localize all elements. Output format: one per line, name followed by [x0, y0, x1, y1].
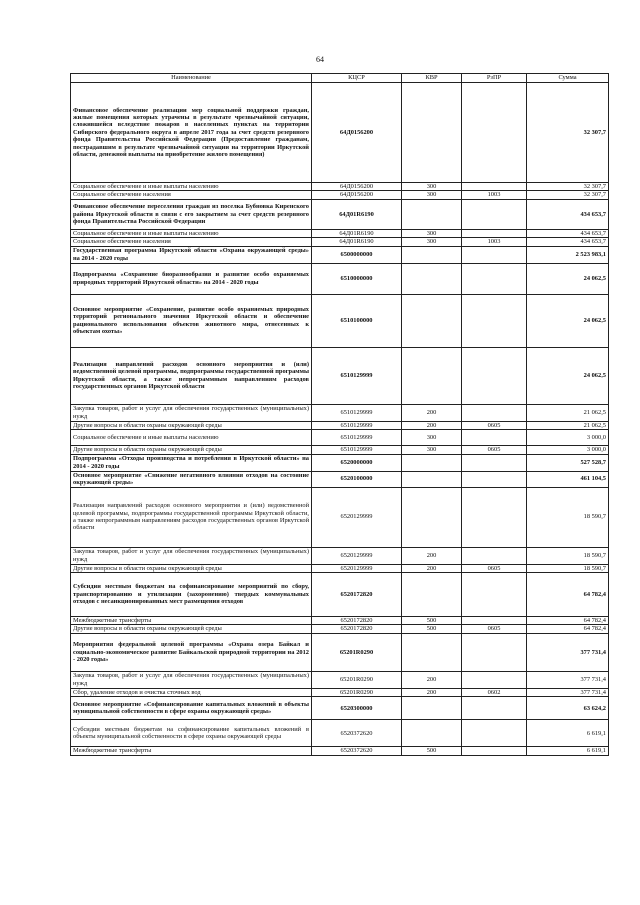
- cell-kvr: 300: [402, 238, 462, 246]
- table-row: [71, 454, 609, 471]
- cell-sum: 18 590,7: [527, 487, 609, 547]
- cell-sum: 2 523 983,1: [527, 246, 609, 263]
- cell-kvr: 200: [402, 547, 462, 564]
- cell-kvr: [402, 294, 462, 347]
- cell-rzpr: [462, 294, 527, 347]
- cell-kcsr: 64Д01R6190: [312, 199, 402, 229]
- cell-kcsr: 6500000000: [312, 246, 402, 263]
- header-kvr: КВР: [402, 74, 462, 83]
- table-row: [71, 697, 609, 720]
- cell-kvr: 300: [402, 183, 462, 191]
- table-row: [71, 471, 609, 487]
- cell-kvr: 200: [402, 564, 462, 572]
- table-row: [71, 688, 609, 696]
- cell-sum: 32 307,7: [527, 83, 609, 183]
- cell-kcsr: 6510129999: [312, 446, 402, 454]
- table-row: [71, 720, 609, 747]
- cell-name: Основное мероприятие «Снижение негативного влияния отходов на состояние окружающей среды»: [71, 471, 312, 487]
- cell-name: Социальное обеспечение и иные выплаты населению: [71, 183, 312, 191]
- cell-name: Мероприятия федеральной целевой программы «Охрана озера Байкал и социально-экономическое развитие Байкальской природной территории на 2012 - 2020 годы»: [71, 633, 312, 671]
- cell-name: Закупка товаров, работ и услуг для обеспечения государственных (муниципальных) нужд: [71, 547, 312, 564]
- cell-kvr: [402, 454, 462, 471]
- cell-name: Финансовое обеспечение реализации мер социальной поддержки граждан, жилые помещения которых утрачены в результате чрезвычайной ситуации, сложившейся вследствие пожаров в населенных пунктах на территории Сибирского федерального округа в апреле 2017 года за счет средств резервного фонда Правительства Российской Федерации (Предоставление гражданам, пострадавшим в результате чрезвычайной ситуации на территории Иркутской области, денежной выплаты на приобретение жилого помещения): [71, 83, 312, 183]
- cell-name: Основное мероприятие «Софинансирование капитальных вложений в объекты муниципальной собственности в сфере охраны окружающей среды»: [71, 697, 312, 720]
- cell-sum: 434 653,7: [527, 229, 609, 237]
- cell-sum: 24 062,5: [527, 294, 609, 347]
- cell-kvr: [402, 199, 462, 229]
- header-name: Наименование: [71, 74, 312, 83]
- cell-kvr: 300: [402, 430, 462, 446]
- cell-rzpr: 0605: [462, 446, 527, 454]
- cell-rzpr: 0605: [462, 625, 527, 633]
- cell-kvr: 200: [402, 671, 462, 688]
- cell-kvr: 500: [402, 747, 462, 755]
- cell-rzpr: 0602: [462, 688, 527, 696]
- cell-rzpr: [462, 246, 527, 263]
- cell-name: Подпрограмма «Отходы производства и потребления в Иркутской области» на 2014 - 2020 годы: [71, 454, 312, 471]
- cell-kvr: 200: [402, 404, 462, 421]
- cell-kvr: 200: [402, 421, 462, 429]
- cell-rzpr: [462, 616, 527, 624]
- cell-rzpr: [462, 697, 527, 720]
- table-row: [71, 347, 609, 404]
- cell-kcsr: 6520172820: [312, 616, 402, 624]
- table-row: [71, 246, 609, 263]
- cell-kvr: [402, 720, 462, 747]
- cell-name: Социальное обеспечение и иные выплаты населению: [71, 430, 312, 446]
- cell-sum: 3 000,0: [527, 430, 609, 446]
- cell-sum: 64 782,4: [527, 625, 609, 633]
- cell-sum: 32 307,7: [527, 191, 609, 199]
- cell-kvr: [402, 83, 462, 183]
- cell-rzpr: 1003: [462, 238, 527, 246]
- cell-rzpr: [462, 633, 527, 671]
- cell-name: Государственная программа Иркутской области «Охрана окружающей среды» на 2014 - 2020 годы: [71, 246, 312, 263]
- cell-kvr: [402, 572, 462, 616]
- cell-sum: 18 590,7: [527, 564, 609, 572]
- cell-rzpr: [462, 471, 527, 487]
- table-row: [71, 183, 609, 191]
- cell-rzpr: [462, 404, 527, 421]
- cell-kcsr: 6520300000: [312, 697, 402, 720]
- table-row: [71, 572, 609, 616]
- table-row: [71, 294, 609, 347]
- cell-kcsr: 64Д0156200: [312, 83, 402, 183]
- cell-kcsr: 6520172820: [312, 572, 402, 616]
- cell-kcsr: 65201R0290: [312, 688, 402, 696]
- cell-rzpr: [462, 199, 527, 229]
- cell-kvr: [402, 263, 462, 294]
- cell-kcsr: 6520372620: [312, 747, 402, 755]
- table-row: [71, 238, 609, 246]
- cell-kcsr: 6510129999: [312, 347, 402, 404]
- cell-sum: 461 104,5: [527, 471, 609, 487]
- cell-name: Субсидии местным бюджетам на софинансирование капитальных вложений в объекты муниципальной собственности в сфере охраны окружающей среды: [71, 720, 312, 747]
- cell-rzpr: [462, 487, 527, 547]
- cell-kcsr: 64Д0156200: [312, 191, 402, 199]
- table-row: [71, 191, 609, 199]
- cell-rzpr: [462, 720, 527, 747]
- cell-kcsr: 6520000000: [312, 454, 402, 471]
- cell-sum: 24 062,5: [527, 263, 609, 294]
- cell-rzpr: [462, 347, 527, 404]
- cell-name: Подпрограмма «Сохранение биоразнообразия и развитие особо охраняемых природных территорий Иркутской области» на 2014 - 2020 годы: [71, 263, 312, 294]
- cell-name: Закупка товаров, работ и услуг для обеспечения государственных (муниципальных) нужд: [71, 404, 312, 421]
- header-rzpr: РзПР: [462, 74, 527, 83]
- cell-rzpr: [462, 454, 527, 471]
- cell-name: Другие вопросы в области охраны окружающей среды: [71, 564, 312, 572]
- cell-rzpr: 0605: [462, 564, 527, 572]
- cell-sum: 377 731,4: [527, 633, 609, 671]
- cell-name: Реализация направлений расходов основного мероприятия и (или) ведомственной целевой программы, подпрограммы государственной программы Иркутской области, а также непрограммным направлениям расходов государственных органов Иркутской области: [71, 487, 312, 547]
- table-row: [71, 83, 609, 183]
- table-row: [71, 747, 609, 755]
- cell-sum: 3 000,0: [527, 446, 609, 454]
- header-sum: Сумма: [527, 74, 609, 83]
- cell-rzpr: 0605: [462, 421, 527, 429]
- cell-kcsr: 6520100000: [312, 471, 402, 487]
- cell-name: Социальное обеспечение и иные выплаты населению: [71, 229, 312, 237]
- cell-rzpr: [462, 547, 527, 564]
- cell-rzpr: [462, 430, 527, 446]
- cell-name: Сбор, удаление отходов и очистка сточных вод: [71, 688, 312, 696]
- cell-name: Межбюджетные трансферты: [71, 747, 312, 755]
- cell-kcsr: 64Д01R6190: [312, 229, 402, 237]
- cell-name: Другие вопросы в области охраны окружающей среды: [71, 446, 312, 454]
- cell-kcsr: 6520172820: [312, 625, 402, 633]
- cell-sum: 18 590,7: [527, 547, 609, 564]
- cell-kcsr: 6510100000: [312, 294, 402, 347]
- page-number: 64: [316, 55, 324, 64]
- table-row: [71, 625, 609, 633]
- cell-kvr: [402, 697, 462, 720]
- cell-kcsr: 6520129999: [312, 487, 402, 547]
- table-row: [71, 263, 609, 294]
- cell-kcsr: 6510000000: [312, 263, 402, 294]
- cell-kvr: [402, 347, 462, 404]
- table-row: [71, 430, 609, 446]
- cell-sum: 527 528,7: [527, 454, 609, 471]
- cell-kcsr: 64Д0156200: [312, 183, 402, 191]
- table-row: [71, 547, 609, 564]
- cell-name: Финансовое обеспечение переселения граждан из поселка Бубновка Киренского района Иркутской области в связи с его закрытием за счет средств резервного фонда Правительства Российской Федерации: [71, 199, 312, 229]
- table-row: [71, 616, 609, 624]
- cell-kvr: 300: [402, 446, 462, 454]
- cell-name: Реализация направлений расходов основного мероприятия и (или) ведомственной целевой программы, подпрограммы государственной программы Иркутской области, а также непрограммным направлениям расходов государственных органов Иркутской области: [71, 347, 312, 404]
- cell-kvr: 500: [402, 616, 462, 624]
- cell-name: Социальное обеспечение населения: [71, 191, 312, 199]
- table-row: [71, 487, 609, 547]
- cell-kcsr: 64Д01R6190: [312, 238, 402, 246]
- table-header-row: [71, 74, 609, 83]
- cell-kcsr: 6510129999: [312, 421, 402, 429]
- cell-rzpr: [462, 229, 527, 237]
- cell-rzpr: [462, 83, 527, 183]
- cell-kvr: 200: [402, 688, 462, 696]
- cell-kvr: 300: [402, 191, 462, 199]
- cell-sum: 377 731,4: [527, 688, 609, 696]
- cell-kcsr: 65201R0290: [312, 671, 402, 688]
- cell-name: Закупка товаров, работ и услуг для обеспечения государственных (муниципальных) нужд: [71, 671, 312, 688]
- budget-table: [70, 73, 609, 756]
- cell-kcsr: 6510129999: [312, 430, 402, 446]
- cell-sum: 21 062,5: [527, 421, 609, 429]
- cell-kvr: [402, 633, 462, 671]
- cell-name: Другие вопросы в области охраны окружающей среды: [71, 421, 312, 429]
- header-kcsr: КЦСР: [312, 74, 402, 83]
- cell-kcsr: 6510129999: [312, 404, 402, 421]
- cell-rzpr: 1003: [462, 191, 527, 199]
- table-row: [71, 421, 609, 429]
- cell-kcsr: 6520372620: [312, 720, 402, 747]
- cell-name: Другие вопросы в области охраны окружающей среды: [71, 625, 312, 633]
- cell-sum: 24 062,5: [527, 347, 609, 404]
- table-row: [71, 633, 609, 671]
- cell-kvr: [402, 471, 462, 487]
- cell-kcsr: 65201R0290: [312, 633, 402, 671]
- cell-sum: 434 653,7: [527, 199, 609, 229]
- table-row: [71, 671, 609, 688]
- table-row: [71, 199, 609, 229]
- cell-sum: 63 624,2: [527, 697, 609, 720]
- cell-name: Основное мероприятие «Сохранение, развитие особо охраняемых природных территорий регионального значения Иркутской области и обеспечение рационального использования объектов животного мира, отнесенных к объектам охоты»: [71, 294, 312, 347]
- cell-sum: 32 307,7: [527, 183, 609, 191]
- cell-kvr: 300: [402, 229, 462, 237]
- cell-sum: 434 653,7: [527, 238, 609, 246]
- cell-sum: 377 731,4: [527, 671, 609, 688]
- cell-kvr: [402, 246, 462, 263]
- table-row: [71, 404, 609, 421]
- cell-rzpr: [462, 747, 527, 755]
- cell-name: Субсидии местным бюджетам на софинансирование мероприятий по сбору, транспортированию и утилизации (захоронению) твердых коммунальных отходов с несанкционированных мест размещения отходов: [71, 572, 312, 616]
- cell-kvr: 500: [402, 625, 462, 633]
- cell-sum: 64 782,4: [527, 616, 609, 624]
- cell-kcsr: 6520129999: [312, 547, 402, 564]
- cell-rzpr: [462, 263, 527, 294]
- cell-rzpr: [462, 671, 527, 688]
- cell-rzpr: [462, 183, 527, 191]
- cell-sum: 6 619,1: [527, 747, 609, 755]
- cell-kcsr: 6520129999: [312, 564, 402, 572]
- cell-sum: 21 062,5: [527, 404, 609, 421]
- table-row: [71, 446, 609, 454]
- table-body: [71, 83, 609, 756]
- table-row: [71, 229, 609, 237]
- table-row: [71, 564, 609, 572]
- cell-name: Социальное обеспечение населения: [71, 238, 312, 246]
- cell-sum: 64 782,4: [527, 572, 609, 616]
- cell-kvr: [402, 487, 462, 547]
- cell-name: Межбюджетные трансферты: [71, 616, 312, 624]
- cell-rzpr: [462, 572, 527, 616]
- cell-sum: 6 619,1: [527, 720, 609, 747]
